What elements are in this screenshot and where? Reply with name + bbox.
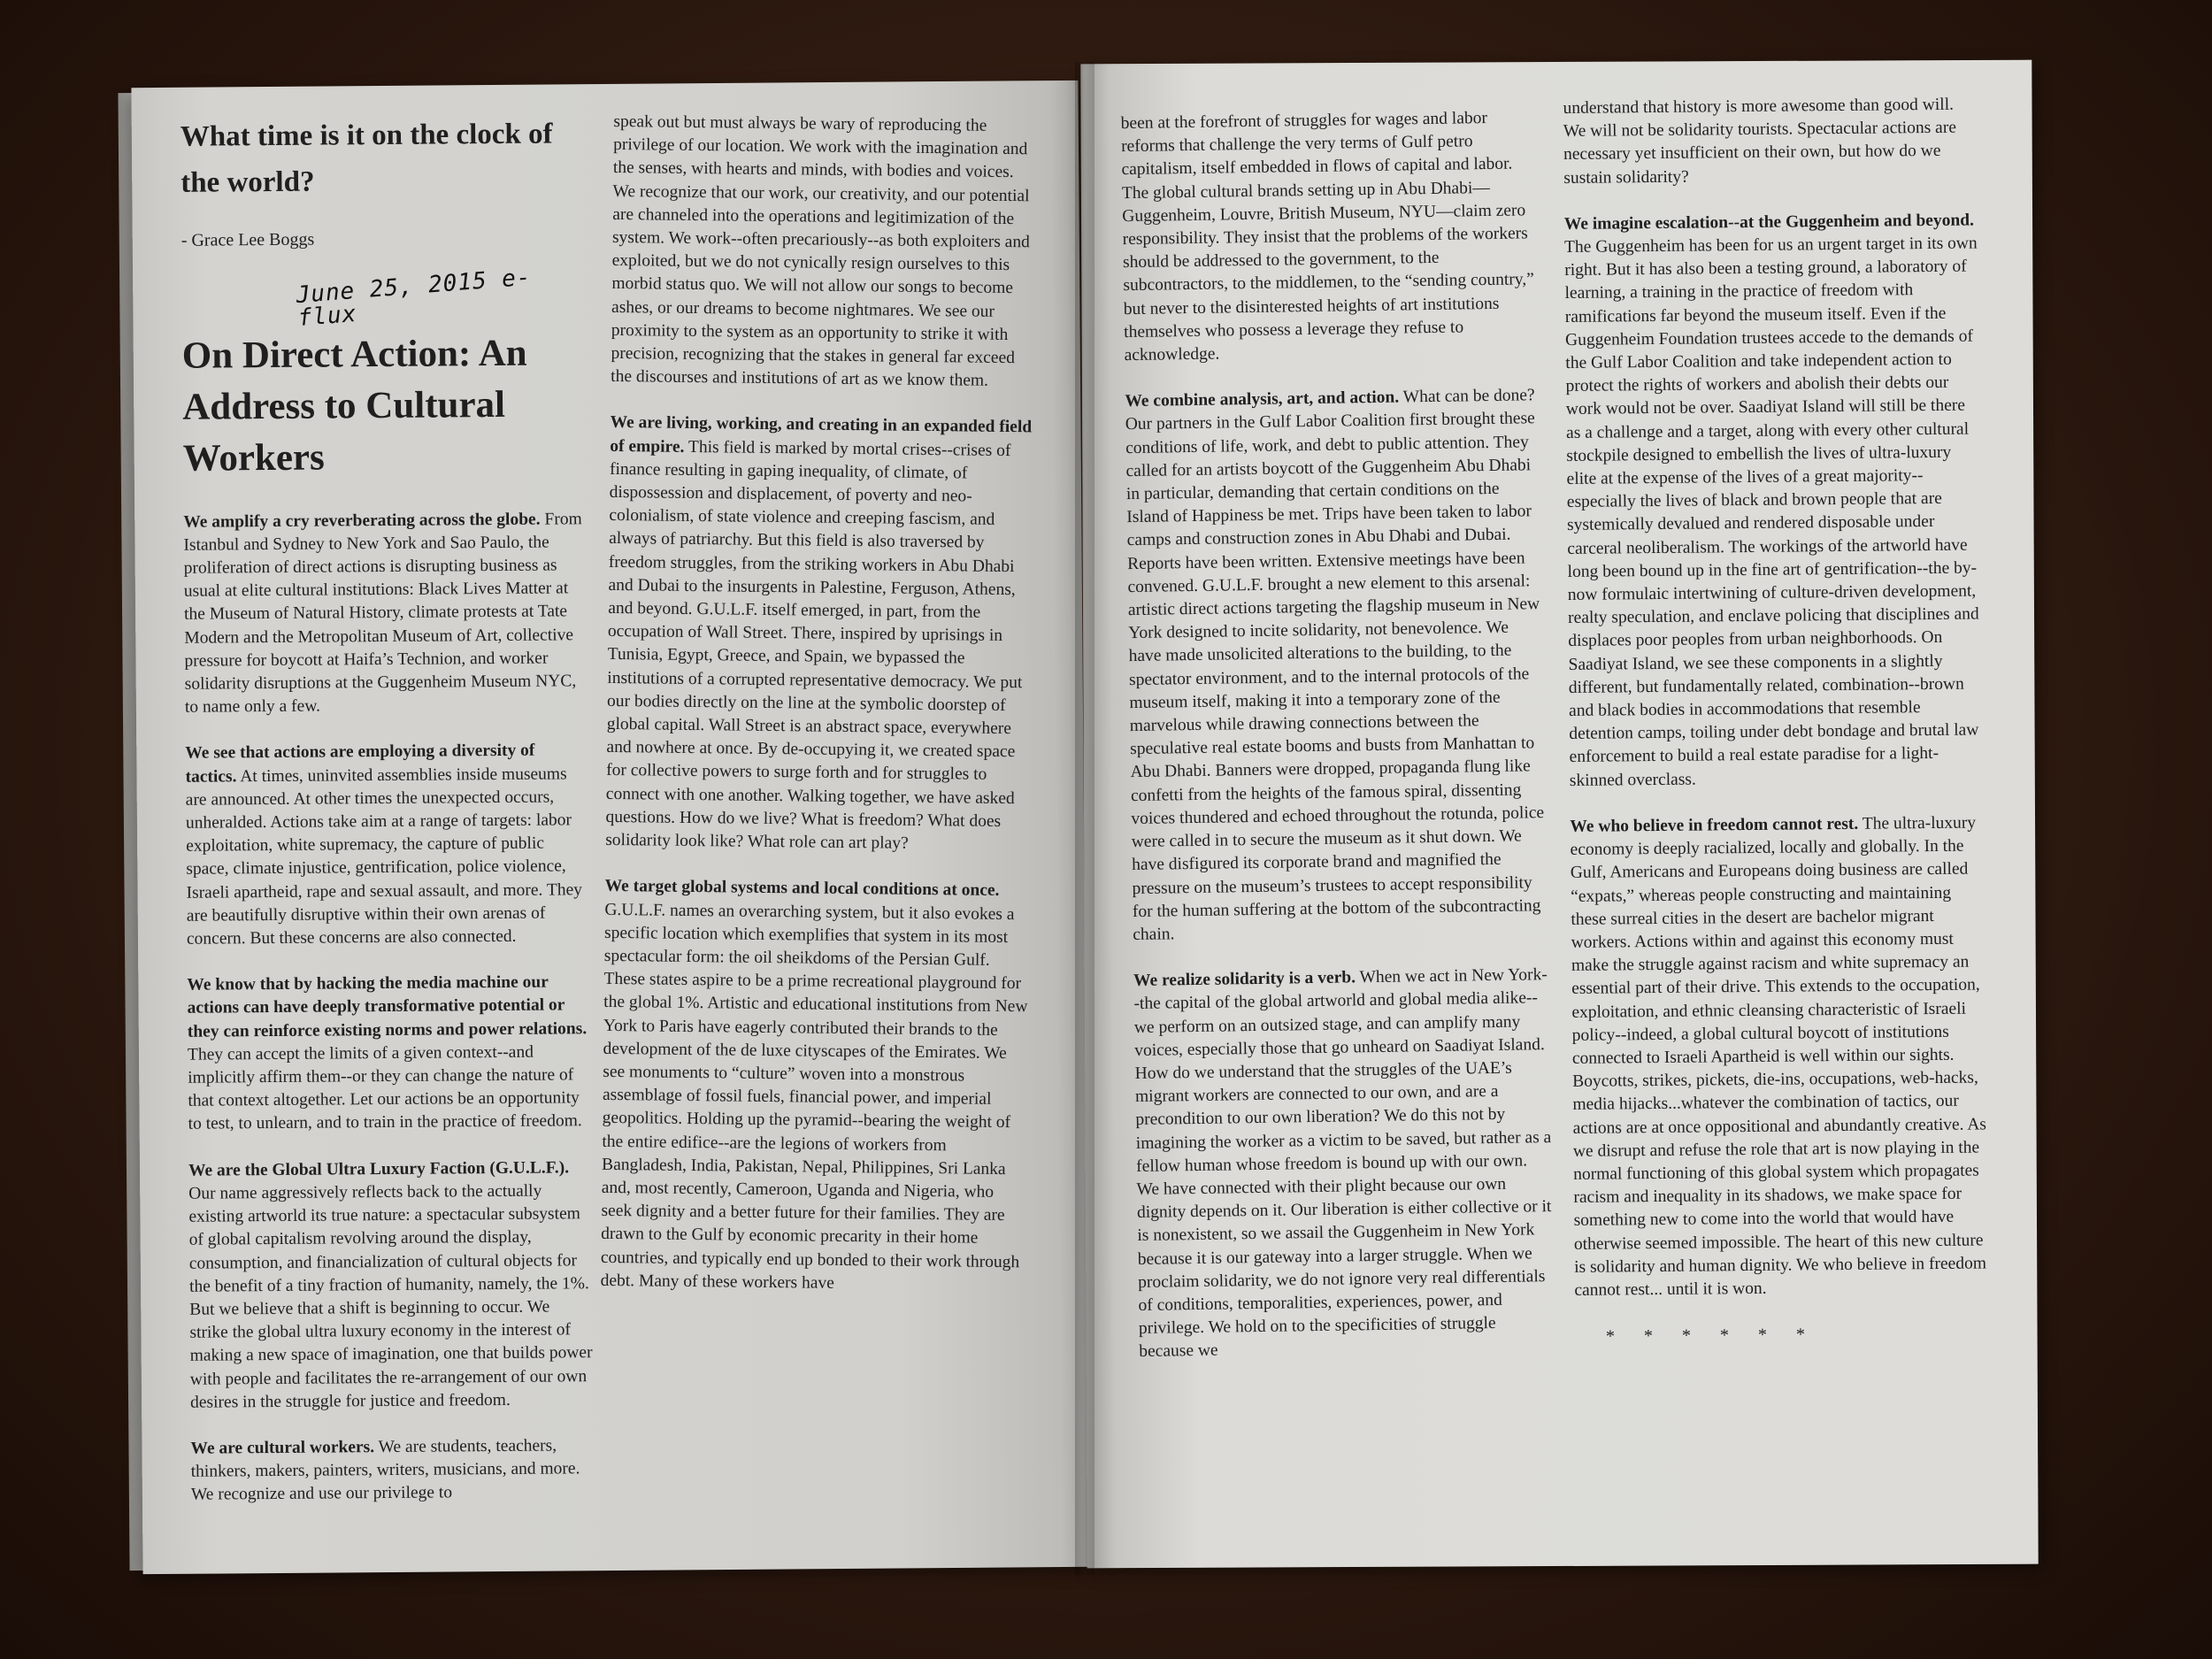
paragraph-text: When we act in New York--the capital of the global artworld and global media alike--we perform on an outsized stage, and can amplify many voices, especially those that go unheard on Saadiyat Island. How do we understand that the struggles of the UAE’s migrant workers are connected to our own, and are a precondition to our own liberation? We do this not by imagining the worker as a victim to be saved, but rather as a fellow human whose freedom is bound up with our own. We have connected with their plight because our own dignity depends on it. Our liberation is either collective or it is nonexistent, so we assail the Guggenheim in New York because it is our gateway into a larger struggle. When we proclaim solidarity, we do not ignore very real differentials of conditions, temporalities, experiences, power, and privilege. We hold on to the specificities of struggle because we <box>1133 965 1552 1362</box>
paragraph-lead: We amplify a cry reverberating across the globe. <box>183 510 541 532</box>
paragraph-text: Our name aggressively reflects back to the actually existing artworld its true nature: a spectacular subsystem of global capitalism revolving around the display, consumption, and financialization of cultural objects for the benefit of a tiny fraction of humanity, namely, the 1%. But we believe that a shift is beginning to occur. We strike the global ultra luxury economy in the interest of making a new space of imagination, one that builds power with people and facilitates the re-arrangement of our own desires in the struggle for justice and freedom. <box>188 1181 593 1412</box>
paragraph <box>1564 209 1985 793</box>
paragraph-text: This field is marked by mortal crises--crises of finance resulting in gaping inequality, of climate, of dispossession and displacement, of poverty and neo-colonialism, of state violence and creeping fascism, and always of patriarchy. But this field is also traversed by freedom struggles, from the striking workers in Abu Dhabi and Dubai to the insurgents in Palestine, Ferguson, Athens, and beyond. G.U.L.F. itself emerged, in part, from the occupation of Wall Street. There, inspired by uprisings in Tunisia, Egypt, Greece, and Spain, we bypassed the institutions of a corrupted representative democracy. We put our bodies directly on the line at the symbolic doorstep of global capital. Wall Street is an abstract space, everywhere and nowhere at once. By de-occupying it, we created space for collective powers to surge forth and for struggles to connect with one another. Walking together, we have asked questions. How do we live? What is freedom? What does solidarity look like? What role can art play? <box>605 437 1023 853</box>
paragraph-lead: We are the Global Ultra Luxury Faction (G.U.L.F.). <box>188 1158 570 1180</box>
column-2-body <box>600 111 1038 1297</box>
paragraph-lead: We target global systems and local conditions at once. <box>604 877 1000 901</box>
paragraph <box>188 1156 593 1415</box>
column-4 <box>1563 93 1991 1348</box>
paragraph <box>183 508 588 719</box>
paragraph-lead: We imagine escalation--at the Guggenheim and beyond. <box>1563 211 1975 234</box>
paragraph <box>1125 384 1548 947</box>
paragraph-text: The ultra-luxury economy is deeply racialized, locally and globally. In the Gulf, Americans and Europeans doing business are called “expats,” whereas people constructing and maintaining these surreal cities in the desert are bachelor migrant workers. Actions within and against this economy must make the struggle against racism and white supremacy an essential part of their drive. This extends to the occupation, exploitation, and ethnic cleansing characteristic of Israeli policy--indeed, a global cultural boycott of institutions connected to Israeli Apartheid is well within our sights. Boycotts, strikes, pickets, die-ins, occupations, web-hacks, media hijacks...whatever the combination of tactics, our actions are at once oppositional and abundantly creative. As we disrupt and refuse the role that art is now playing in the normal functioning of this global system which propagates racism and inequality in its shadows, we make space for something new to come into the world that would have otherwise seemed impossible. The heart of this new culture is solidarity and human dignity. We who believe in freedom cannot rest... until it is won. <box>1570 813 1987 1300</box>
paragraph-lead: We realize solidarity is a verb. <box>1133 968 1356 991</box>
paragraph <box>190 1434 594 1507</box>
column-3-body <box>1121 106 1555 1363</box>
paragraph <box>185 740 589 951</box>
handwritten-note: June 25, 2015 e-flux <box>295 264 533 333</box>
epigraph-attribution: - Grace Lee Boggs <box>180 229 315 250</box>
paragraph <box>1563 93 1979 189</box>
paragraph <box>1133 964 1555 1363</box>
paragraph <box>605 411 1035 856</box>
paragraph-lead: We are living, working, and creating in an expanded field of empire. <box>610 413 1033 457</box>
paragraph-text: understand that history is more awesome than good will. We will not be solidarity tourists. Spectacular actions are necessary yet insufficient on their own, but how do we sustain solidarity? <box>1563 95 1957 188</box>
paragraph-text: What can be done? Our partners in the Gulf Labor Coalition first brought these conditions of life, work, and debt to public attention. They called for an artists boycott of the Guggenheim Abu Dhabi in particular, demanding that certain conditions on the Island of Happiness be met. Trips have been taken to labor camps and construction zones in Abu Dhabi and Dubai. Reports have been written. Extensive meetings have been convened. G.U.L.F. brought a new element to this arsenal: artistic direct actions targeting the flagship museum in New York designed to incite solidarity, not benevolence. We have made unsolicited alterations to the building, to the spectator environment, and to the internal protocols of the museum itself, making it into a temporary zone of the marvelous while drawing connections between the speculative real estate booms and busts from Manhattan to Abu Dhabi. Banners were dropped, propaganda flung like confetti from the heights of the famous spiral, dissenting voices thundered and echoed throughout the rotunda, police were called in to secure the museum as it shut down. We have disfigured its corporate brand and magnified the pressure on the museum’s trustees to accept responsibility for the human suffering at the bottom of the subcontracting chain. <box>1125 386 1545 944</box>
article-title: On Direct Action: An Address to Cultural Workers <box>181 332 527 480</box>
paragraph <box>1570 811 1990 1302</box>
column-2 <box>600 111 1038 1320</box>
end-mark: * * * * * * <box>1605 1325 1818 1347</box>
book-spine <box>1075 62 1094 1575</box>
paragraph <box>1121 106 1540 367</box>
column-3 <box>1121 106 1555 1386</box>
paragraph-lead: We see that actions are employing a diversity of tactics. <box>185 741 535 787</box>
paragraph-lead: We who believe in freedom cannot rest. <box>1570 814 1859 836</box>
paragraph-lead: We combine analysis, art, and action. <box>1125 388 1400 411</box>
paragraph-text: They can accept the limits of a given context--and implicitly affirm them--or they can change the nature of that context altogether. Let our actions be an opportunity to test, to unlearn, and to train in the practice of freedom. <box>187 1042 582 1134</box>
paragraph <box>187 971 590 1136</box>
paragraph-lead: We know that by hacking the media machine our actions can have deeply transformative potential or they can reinforce existing norms and power relations. <box>187 972 588 1041</box>
left-page <box>131 81 1089 1574</box>
paragraph-text: speak out but must always be wary of reproducing the privilege of our location. We work with the imagination and the senses, with hearts and minds, with bodies and voices. We recognize that our work, our creativity, and our potential are channeled into the operations and legitimization of the system. We work--often precariously--as both exploiters and exploited, but we do not cynically resign ourselves to this morbid status quo. We will not allow our songs to become ashes, or our dreams to become nightmares. We see our proximity to the system as an opportunity to strike it with precision, recognizing that the stakes in general far exceed the discourses and institutions of art as we know them. <box>611 111 1031 391</box>
paragraph-text: G.U.L.F. names an overarching system, but it also evokes a specific location which exemplifies that system in its most spectacular form: the oil sheikdoms of the Persian Gulf. These states aspire to be a prime recreational playground for the global 1%. Artistic and educational institutions from New York to Paris have eagerly contributed their brands to the development of the de luxe cityscapes of the Emirates. We see monuments to “culture” woven into a monstrous assemblage of fossil fuels, financial power, and imperial geopolitics. Holding up the pyramid--bearing the weight of the entire edifice--are the legions of workers from Bangladesh, India, Pakistan, Nepal, Philippines, Sri Lanka and, most recently, Cameroon, Uganda and Nigeria, who seek dignity and a better future for their families. They are drawn to the Gulf by economic precarity in their home countries, and typically end up bonded to their work through debt. Many of these workers have <box>600 900 1028 1293</box>
right-page <box>1080 60 2038 1569</box>
paragraph-lead: We are cultural workers. <box>190 1438 375 1458</box>
epigraph-quote: What time is it on the clock of the world? <box>180 118 553 199</box>
paragraph <box>600 875 1029 1297</box>
paragraph-text: From Istanbul and Sydney to New York and Sao Paulo, the proliferation of direct actions is disrupting business as usual at elite cultural institutions: Black Lives Matter at the Museum of Natural History, climate protests at Tate Modern and the Metropolitan Museum of Art, collective pressure for boycott at Haifa’s Technion, and worker solidarity disruptions at the Guggenheim Museum NYC, to name only a few. <box>183 509 582 718</box>
paragraph-text: At times, uninvited assemblies inside museums are announced. At other times the unexpected occurs, unheralded. Actions take aim at a range of targets: labor exploitation, white supremacy, the capture of public space, climate injustice, gentrification, police violence, Israeli apartheid, rape and sexual assault, and more. They are beautifully disruptive within their own arenas of concern. But these concerns are also connected. <box>185 764 583 949</box>
column-1-body <box>183 508 594 1507</box>
paragraph-text: The Guggenheim has been for us an urgent target in its own right. But it has also been a testing ground, a laboratory of learning, a training in the practice of freedom with ramifications far beyond the museum itself. Even if the Guggenheim Foundation trustees accede to the demands of the Gulf Labor Coalition and take independent action to protect the rights of workers and abolish their debts our work would not be over. Saadiyat Island will still be there as a challenge and a target, along with every other cultural stockpile designed to embellish the lives of ultra-luxury elite at the expense of the lives of a great majority--especially the lives of black and brown people that are systemically devalued and rendered disposable under carceral neoliberalism. The workings of the artworld have long been bound up in the fine art of gentrification--the by-now formulaic intertwining of culture-driven development, realty speculation, and enclave policing that disciplines and displaces poor peoples from urban neighborhoods. On Saadiyat Island, we see these components in a slightly different, but fundamentally related, combination--brown and black bodies in accommodations that resemble detention camps, toiling under debt bondage and brutal law enforcement to build a real estate paradise for a light-skinned overclass. <box>1563 234 1979 790</box>
paragraph-text: We are students, teachers, thinkers, makers, painters, writers, musicians, and more. We recognize and use our privilege to <box>190 1436 580 1505</box>
column-4-body <box>1563 93 1990 1302</box>
column-1 <box>180 111 595 1530</box>
paragraph <box>611 111 1039 394</box>
paragraph-text: been at the forefront of struggles for wages and labor reforms that challenge the very terms of Gulf petro capitalism, itself embedded in flows of capital and labor. The global cultural brands setting up in Abu Dhabi—Guggenheim, Louvre, British Museum, NYU—claim zero responsibility. They insist that the problems of the workers should be addressed to the government, to the subcontractors, to the middlemen, to the “sending country,” but never to the disinterested heights of art institutions themselves who possess a leverage they refuse to acknowledge. <box>1120 109 1535 365</box>
